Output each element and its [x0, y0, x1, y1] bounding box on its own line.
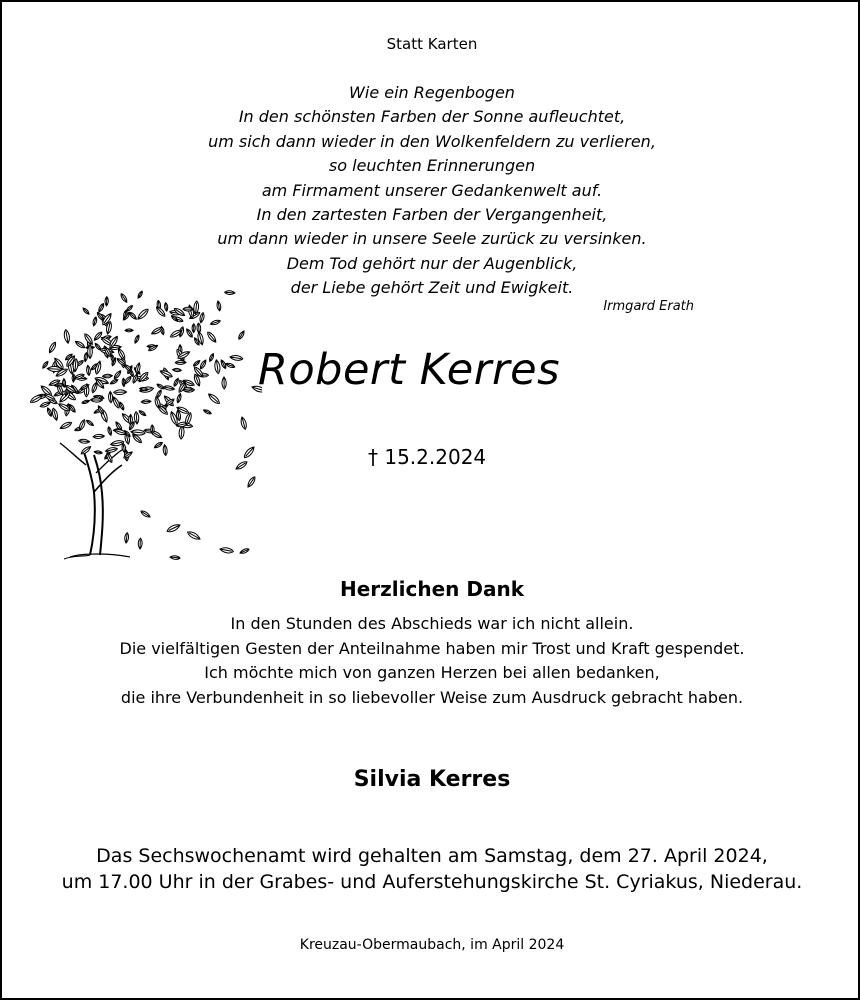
leaf-shape — [86, 365, 91, 376]
leaf-shape — [78, 419, 86, 431]
leaf-shape — [125, 305, 133, 313]
leaf-shape — [138, 538, 142, 549]
leaf-shape — [199, 312, 205, 323]
leaf-shape — [240, 416, 248, 430]
leaf-shape — [114, 390, 127, 395]
leaf-shape — [109, 378, 118, 385]
date-of-death: † 15.2.2024 — [368, 445, 487, 469]
poem-author: Irmgard Erath — [603, 299, 694, 314]
leaf-shape — [239, 548, 249, 555]
thanks-line: Ich möchte mich von ganzen Herzen bei allen bedanken, — [204, 663, 660, 682]
leaf-shape — [186, 530, 201, 541]
leaf-shape — [79, 439, 90, 444]
leaf-shape — [141, 400, 151, 404]
thanks-title: Herzlichen Dank — [339, 577, 524, 601]
leaf-shape — [163, 385, 175, 391]
leaf-shape — [216, 301, 221, 311]
thanks-line: die ihre Verbundenheit in so liebevoller Weise zum Ausdruck gebracht haben. — [120, 687, 744, 707]
leaf-shape — [93, 434, 105, 439]
leaf-shape — [137, 290, 144, 299]
leaf-shape — [176, 393, 182, 403]
leaf-shape — [135, 362, 142, 374]
leaf-shape — [235, 460, 248, 471]
poem-line: so leuchten Erinnerungen — [328, 156, 536, 176]
leaf-shape — [140, 510, 151, 519]
leaf-shape — [90, 398, 102, 402]
poem-line: Dem Tod gehört nur der Augenblick, — [286, 253, 578, 273]
leaf-shape — [230, 355, 243, 361]
service-line: Das Sechswochenamt wird gehalten am Samstag, dem 27. April 2024, — [96, 845, 768, 867]
leaf-shape — [63, 329, 70, 343]
leaf-shape — [134, 334, 140, 343]
thanks-text — [2, 612, 860, 710]
service-notice — [2, 843, 860, 895]
leaf-shape — [138, 410, 146, 417]
poem-line: In den zartesten Farben der Vergangenheit, — [256, 205, 608, 225]
poem-line: der Liebe gehört Zeit und Ewigkeit. — [290, 278, 574, 298]
leaf-shape — [59, 421, 72, 431]
leaf-shape — [208, 353, 214, 362]
statt-karten-label: Statt Karten — [386, 35, 478, 53]
leaf-shape — [39, 401, 51, 409]
leaf-shape — [197, 323, 201, 334]
wind-blown-tree-icon — [30, 287, 262, 572]
leaf-shape — [246, 476, 256, 489]
leaf-shape — [153, 441, 163, 449]
leaf-shape — [94, 450, 102, 454]
leaf-shape — [105, 297, 109, 306]
leaf-shape — [207, 392, 221, 405]
leaf-shape — [220, 547, 234, 554]
leaf-shape — [210, 319, 221, 326]
leaf-shape — [88, 345, 93, 358]
leaf-shape — [51, 408, 59, 421]
poem-line: um dann wieder in unsere Seele zurück zu versinken. — [217, 229, 647, 249]
poem-line: um sich dann wieder in den Wolkenfeldern zu verlieren, — [208, 131, 656, 151]
leaf-shape — [97, 303, 105, 313]
leaf-shape — [102, 374, 112, 378]
leaf-shape — [125, 329, 133, 332]
leaf-shape — [173, 378, 180, 387]
leaf-shape — [46, 407, 53, 417]
signer-name: Silvia Kerres — [353, 767, 511, 792]
poem-line: In den schönsten Farben der Sonne aufleuchtet, — [238, 107, 626, 127]
leaf-shape — [222, 377, 226, 389]
leaf-shape — [172, 368, 181, 372]
leaf-shape — [170, 555, 180, 560]
deceased-name: Robert Kerres — [258, 345, 560, 395]
leaf-shape — [129, 311, 138, 320]
leaf-shape — [81, 399, 89, 404]
leaf-shape — [113, 370, 122, 380]
leaf-shape — [107, 426, 112, 435]
leaf-shape — [74, 340, 85, 350]
poem-line: Wie ein Regenbogen — [349, 83, 515, 102]
leaf-shape — [48, 341, 58, 354]
leaf-shape — [164, 302, 168, 311]
leaf-shape — [166, 523, 181, 534]
leaf-shape — [183, 307, 194, 311]
leaf-shape — [206, 331, 218, 344]
leaf-shape — [214, 359, 221, 374]
leaf-shape — [192, 324, 195, 333]
leaf-shape — [121, 443, 126, 453]
leaf-shape — [163, 444, 168, 455]
leaf-shape — [199, 359, 207, 370]
leaf-shape — [225, 290, 236, 294]
place-and-date: Kreuzau-Obermaubach, im April 2024 — [299, 937, 565, 953]
leaf-shape — [243, 445, 256, 459]
leaf-shape — [120, 293, 129, 304]
thanks-line: Die vielfältigen Gesten der Anteilnahme haben mir Trost und Kraft gespendet. — [119, 638, 745, 658]
leaf-shape — [193, 359, 201, 367]
leaf-shape — [225, 362, 235, 369]
leaf-shape — [82, 307, 90, 315]
leaf-shape — [237, 330, 245, 340]
leaf-shape — [86, 419, 95, 427]
thanks-line: In den Stunden des Abschieds war ich nicht allein. — [230, 614, 634, 633]
leaf-shape — [92, 317, 97, 327]
leaf-shape — [203, 409, 212, 415]
leaf-shape — [110, 354, 115, 363]
leaf-shape — [136, 308, 150, 321]
poem-line: am Firmament unserer Gedankenwelt auf. — [261, 180, 603, 200]
leaf-shape — [108, 391, 113, 403]
leaf-shape — [80, 445, 92, 456]
leaf-shape — [124, 532, 129, 543]
service-line: um 17.00 Uhr in der Grabes- und Auferstehungskirche St. Cyriakus, Niederau. — [61, 871, 803, 893]
poem — [2, 81, 860, 301]
